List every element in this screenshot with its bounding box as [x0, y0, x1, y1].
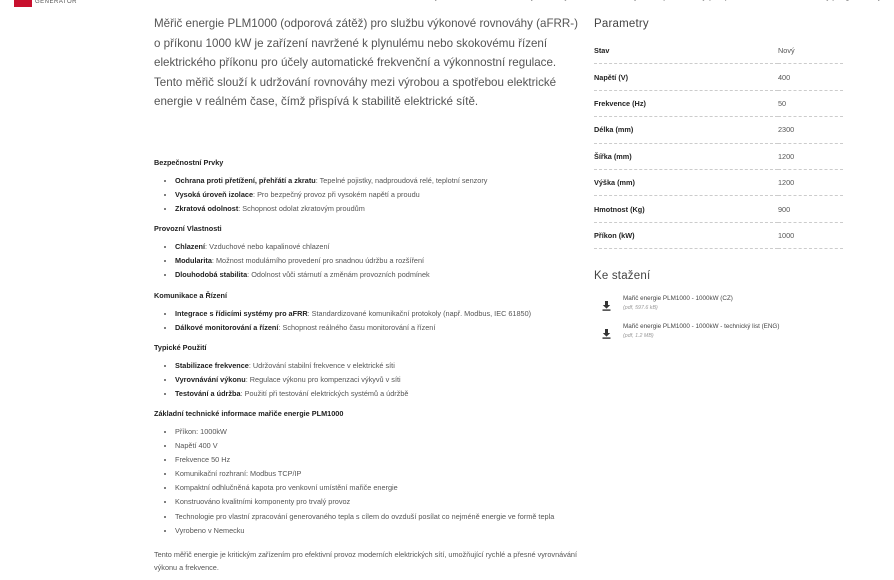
- feature-text: : Tepelné pojistky, nadproudová relé, teplotní senzory: [315, 175, 488, 185]
- param-value: Nový: [778, 38, 843, 64]
- param-label: Frekvence (Hz): [594, 90, 778, 116]
- product-description: [154, 14, 584, 575]
- section-title: Bezpečnostní Prvky: [154, 157, 224, 167]
- download-meta: (pdf, 597.6 kB): [623, 305, 658, 312]
- list-item: [175, 268, 584, 282]
- download-icon: [602, 298, 611, 308]
- param-row: [594, 90, 843, 116]
- logo-sub: GENERATOR: [35, 0, 77, 5]
- list-item: [175, 307, 584, 321]
- download-link[interactable]: [594, 322, 844, 340]
- feature-text: : Pro bezpečný provoz při vysokém napětí a proudu: [253, 190, 420, 200]
- feature-text: Kompaktní odhlučněná kapota pro venkovní umístění mařiče energie: [175, 483, 398, 493]
- feature-name: Vysoká úroveň izolace: [175, 190, 254, 200]
- list-item: [175, 467, 584, 481]
- main-menu: [388, 0, 894, 4]
- feature-name: Testování a údržba: [175, 388, 241, 398]
- closing-text: Tento měřič energie je kritickým zařízením pro efektivní provoz moderních elektrických sítí, umožňující rychlé a přesné vyrovnávání výkonu a frekvence.: [154, 549, 577, 573]
- feature-text: : Udržování stabilní frekvence v elektrické síti: [248, 360, 395, 370]
- feature-name: Vyrovnávání výkonu: [175, 374, 246, 384]
- param-label: Výška (mm): [594, 169, 778, 195]
- params-table: [594, 38, 843, 249]
- list-item: [175, 425, 584, 439]
- param-value: 900: [778, 196, 843, 222]
- feature-text: : Standardizované komunikační protokoly (např. Modbus, IEC 61850): [307, 308, 532, 318]
- param-row: [594, 222, 843, 248]
- download-icon: [602, 326, 611, 336]
- chevron-down-icon: [730, 0, 735, 1]
- param-label: Stav: [594, 38, 778, 64]
- param-label: Šířka (mm): [594, 143, 778, 169]
- param-row: [594, 169, 843, 195]
- param-row: [594, 64, 843, 90]
- downloads-list: [594, 294, 844, 340]
- param-value: 2300: [778, 117, 843, 143]
- param-value: 1000: [778, 222, 843, 248]
- list-item: [175, 240, 584, 254]
- sidebar: [594, 18, 844, 340]
- param-value: 1200: [778, 169, 843, 195]
- intro-text: Měřič energie PLM1000 (odporová zátěž) pro službu výkonové rovnováhy (aFRR-) o příkonu 1000 kW je zařízení navržené k plynulému nebo skokovému řízení elektrického příkonu pro účely automatické frekvenční a výkonnostní regulace. Tento měřič slouží k udržování rovnováhy mezi výrobou a spotřebou elektrické energie v reálném čase, čímž přispívá k stabilitě elektrické sítě.: [154, 17, 579, 109]
- nav-item-label: [747, 0, 793, 1]
- feature-name: Modularita: [175, 256, 212, 266]
- feature-name: Zkratová odolnost: [175, 204, 239, 214]
- feature-list: [154, 307, 584, 335]
- download-meta: (pdf, 1.2 MB): [623, 333, 654, 340]
- nav-item[interactable]: [650, 0, 735, 4]
- feature-text: : Odolnost vůči stárnutí a změnám provozních podmínek: [247, 270, 430, 280]
- params-title: Parametry: [594, 18, 649, 30]
- nav-item-label: [546, 0, 637, 1]
- download-name[interactable]: Mařič energie PLM1000 - 1000kW - technický list (ENG): [623, 323, 780, 331]
- section-title: Typické Použití: [154, 342, 207, 352]
- section-title: Komunikace a Řízení: [154, 290, 227, 300]
- feature-name: Integrace s řídicími systémy pro aFRR: [175, 308, 308, 318]
- feature-text: Frekvence 50 Hz: [175, 455, 231, 465]
- downloads-title: Ke stažení: [594, 270, 651, 283]
- section-title: Základní technické informace mařiče energie PLM1000: [154, 409, 344, 418]
- param-row: [594, 38, 843, 64]
- list-item: [175, 254, 584, 268]
- feature-text: : Možnost modulárního provedení pro snadnou údržbu a rozšíření: [211, 256, 425, 266]
- feature-name: Dlouhodobá stabilita: [175, 270, 248, 280]
- list-item: [175, 495, 584, 509]
- feature-text: : Schopnost odolat zkratovým proudům: [238, 204, 365, 214]
- list-item: [175, 510, 584, 524]
- top-navigation: [0, 0, 870, 10]
- feature-name: Dálkové monitorování a řízení: [175, 322, 279, 332]
- param-value: 50: [778, 90, 843, 116]
- nav-item[interactable]: [747, 0, 793, 4]
- param-value: 400: [778, 64, 843, 90]
- nav-item[interactable]: [546, 0, 637, 4]
- list-item: [175, 453, 584, 467]
- nav-item[interactable]: [459, 0, 535, 4]
- feature-list: [154, 425, 584, 538]
- list-item: [175, 387, 584, 401]
- param-row: [594, 196, 843, 222]
- feature-text: : Regulace výkonu pro kompenzaci výkyvů v síti: [245, 374, 401, 384]
- feature-text: Příkon: 1000kW: [175, 427, 227, 436]
- chevron-down-icon: [442, 0, 447, 1]
- feature-text: Konstruováno kvalitními komponenty pro trvalý provoz: [175, 497, 351, 507]
- feature-text: : Vzduchové nebo kapalinové chlazení: [205, 242, 330, 252]
- param-value: 1200: [778, 143, 843, 169]
- nav-item-label: [459, 0, 535, 1]
- param-label: Délka (mm): [594, 117, 778, 143]
- logo-text: [35, 0, 77, 6]
- download-text: [623, 322, 779, 340]
- list-item: [175, 321, 584, 335]
- nav-item-label: [388, 0, 439, 1]
- feature-name: Stabilizace frekvence: [175, 360, 249, 370]
- param-row: [594, 143, 843, 169]
- list-item: [175, 202, 584, 216]
- list-item: [175, 174, 584, 188]
- brand-logo[interactable]: [14, 0, 77, 7]
- feature-text: Technologie pro vlastní zpracování generovaného tepla s cílem do ovzduší posílat co nejméně energie ve formě tepla: [175, 511, 555, 521]
- download-link[interactable]: [594, 294, 844, 312]
- feature-text: Komunikační rozhraní: Modbus TCP/IP: [175, 469, 302, 479]
- feature-list: [154, 240, 584, 282]
- list-item: [175, 359, 584, 373]
- feature-text: Napětí 400 V: [175, 441, 218, 451]
- feature-text: : Použití při testování elektrických systémů a údržbě: [240, 388, 409, 398]
- feature-name: Ochrana proti přetížení, přehřátí a zkratu: [175, 175, 316, 185]
- feature-sections: [154, 158, 584, 538]
- feature-name: Chlazení: [175, 242, 206, 252]
- param-row: [594, 117, 843, 143]
- list-item: [175, 481, 584, 495]
- list-item: [175, 524, 584, 538]
- nav-item[interactable]: [388, 0, 447, 4]
- nav-item-label: [805, 0, 881, 1]
- list-item: [175, 373, 584, 387]
- feature-text: : Schopnost reálného času monitorování a řízení: [278, 322, 436, 332]
- param-label: Příkon (kW): [594, 222, 778, 248]
- feature-list: [154, 359, 584, 401]
- feature-list: [154, 174, 584, 216]
- param-label: Hmotnost (Kg): [594, 196, 778, 222]
- nav-item[interactable]: [805, 0, 881, 4]
- list-item: [175, 188, 584, 202]
- nav-item-label: [650, 0, 727, 1]
- section-title: Provozní Vlastnosti: [154, 224, 222, 234]
- download-text: [623, 294, 733, 312]
- logo-mark: [14, 0, 32, 7]
- feature-text: Vyrobeno v Nemecku: [175, 525, 245, 535]
- download-name[interactable]: Mařič energie PLM1000 - 1000kW (CZ): [623, 295, 733, 303]
- param-label: Napětí (V): [594, 64, 778, 90]
- list-item: [175, 439, 584, 453]
